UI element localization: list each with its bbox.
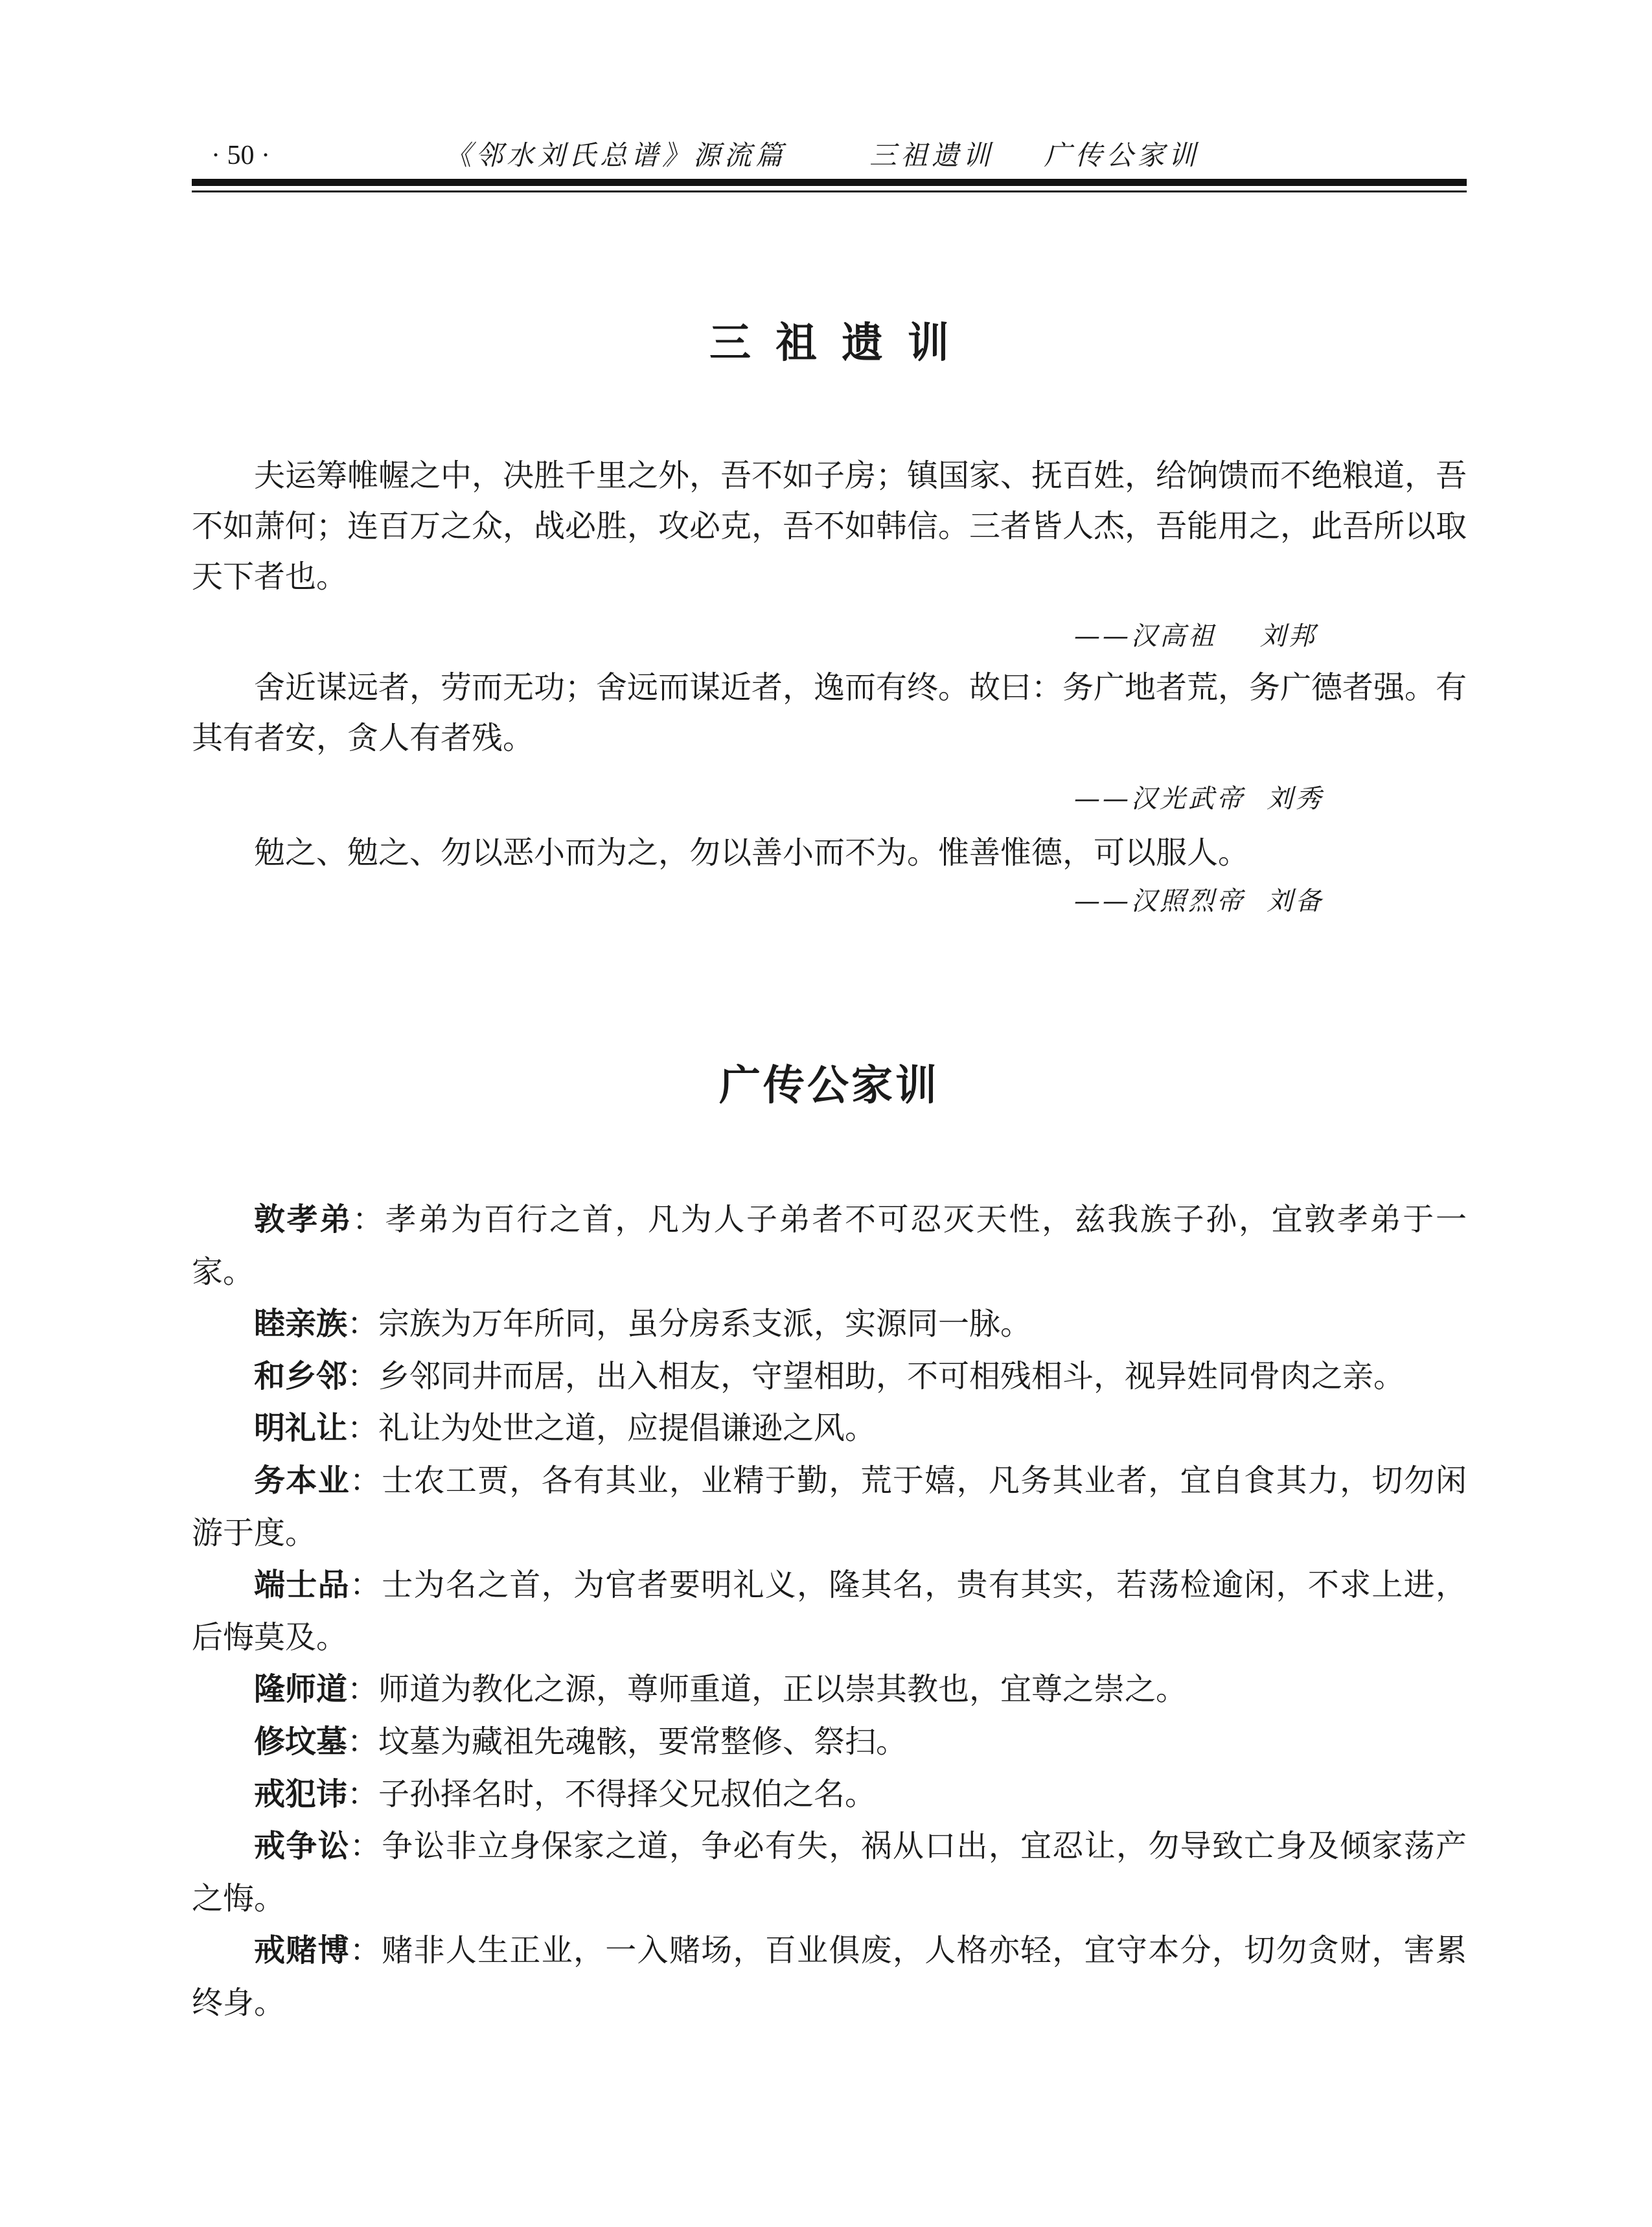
list-item: 睦亲族：宗族为万年所同，虽分房系支派，实源同一脉。 (254, 1306, 1032, 1343)
rule-label: 端士品 (254, 1567, 350, 1604)
rule-label: 戒争讼 (254, 1828, 350, 1865)
book-page (192, 0, 1467, 2227)
passage-text: 舍近谋远者，劳而无功；舍远而谋近者，逸而有终。故曰：务广地者荒，务广德者强。有其有者安，贪人有者残。 (192, 669, 1467, 756)
page-number: · 50 · (211, 141, 270, 170)
passage-attribution: ——汉光武帝 刘秀 (1074, 784, 1324, 814)
rule-text: 师道为教化之源，尊师重道，正以崇其教也，宜尊之崇之。 (378, 1671, 1187, 1708)
rule-label: 和乡邻 (254, 1357, 348, 1394)
rule-text: 宗族为万年所同，虽分房系支派，实源同一脉。 (378, 1306, 1032, 1343)
passage-1 (192, 450, 1467, 602)
list-item: 和乡邻：乡邻同井而居，出入相友，守望相助，不可相残相斗，视异姓同骨肉之亲。 (254, 1357, 1405, 1394)
rule-text: 士农工贾，各有其业，业精于勤，荒于嬉，凡务其业者，宜自食其力，切勿闲游于度。 (192, 1462, 1467, 1551)
list-item: 端士品：士为名之首，为官者要明礼义，隆其名，贵有其实，若荡检逾闲，不求上进，后悔莫及。 (192, 1567, 1467, 1656)
rule-text: 赌非人生正业，一入赌场，百业俱废，人格亦轻，宜守本分，切勿贪财，害累终身。 (192, 1932, 1467, 2021)
rule-label: 敦孝弟 (254, 1201, 352, 1238)
rule-label: 务本业 (254, 1462, 350, 1499)
section-title-sanzu-yixun: 三祖遗训 (709, 319, 974, 367)
rule-text: 孝弟为百行之首，凡为人子弟者不可忍灭天性，兹我族子孙，宜敦孝弟于一家。 (192, 1201, 1467, 1290)
family-rules-list (192, 1194, 1467, 2029)
passage-text: 勉之、勉之、勿以恶小而为之，勿以善小而不为。惟善惟德，可以服人。 (254, 835, 1250, 871)
rule-label: 睦亲族 (254, 1306, 348, 1343)
section-title-jiaxun: 广传公家训 (719, 1062, 939, 1110)
passage-text: 夫运筹帷幄之中，决胜千里之外，吾不如子房；镇国家、抚百姓，给饷馈而不绝粮道，吾不如萧何；连百万之众，战必胜，攻必克，吾不如韩信。三者皆人杰，吾能用之，此吾所以取天下者也。 (192, 457, 1467, 595)
rule-text: 争讼非立身保家之道，争必有失，祸从口出，宜忍让，勿导致亡身及倾家荡产之悔。 (192, 1828, 1467, 1917)
list-item: 戒犯讳：子孙择名时，不得择父兄叔伯之名。 (254, 1775, 877, 1812)
list-item: 戒争讼：争讼非立身保家之道，争必有失，祸从口出，宜忍让，勿导致亡身及倾家荡产之悔。 (192, 1828, 1467, 1917)
running-header (192, 133, 1467, 178)
rule-text: 子孙择名时，不得择父兄叔伯之名。 (378, 1775, 877, 1812)
list-item: 敦孝弟：孝弟为百行之首，凡为人子弟者不可忍灭天性，兹我族子孙，宜敦孝弟于一家。 (192, 1201, 1467, 1290)
rule-label: 戒赌博 (254, 1932, 350, 1969)
rule-label: 戒犯讳 (254, 1775, 348, 1812)
rule-label: 隆师道 (254, 1671, 348, 1708)
list-item: 戒赌博：赌非人生正业，一入赌场，百业俱废，人格亦轻，宜守本分，切勿贪财，害累终身。 (192, 1932, 1467, 2021)
rule-label: 明礼让 (254, 1410, 348, 1447)
passage-3 (192, 827, 1467, 878)
rule-text: 坟墓为藏祖先魂骸，要常整修、祭扫。 (378, 1723, 908, 1760)
passage-attribution: ——汉照烈帝 刘备 (1074, 886, 1324, 916)
list-item: 隆师道：师道为教化之源，尊师重道，正以崇其教也，宜尊之崇之。 (254, 1671, 1187, 1708)
header-rule-thick (192, 179, 1467, 186)
list-item: 务本业：士农工贾，各有其业，业精于勤，荒于嬉，凡务其业者，宜自食其力，切勿闲游于度。 (192, 1462, 1467, 1551)
header-section-names: 三祖遗训 广传公家训 (869, 139, 1200, 171)
rule-text: 乡邻同井而居，出入相友，守望相助，不可相残相斗，视异姓同骨肉之亲。 (378, 1357, 1405, 1394)
list-item: 修坟墓：坟墓为藏祖先魂骸，要常整修、祭扫。 (254, 1723, 908, 1760)
rule-text: 礼让为处世之道，应提倡谦逊之风。 (378, 1410, 877, 1447)
rule-label: 修坟墓 (254, 1723, 348, 1760)
passage-attribution: ——汉高祖 刘邦 (1074, 621, 1317, 651)
rule-text: 士为名之首，为官者要明礼义，隆其名，贵有其实，若荡检逾闲，不求上进，后悔莫及。 (192, 1567, 1467, 1656)
passage-2 (192, 662, 1467, 763)
book-title: 《邻水刘氏总谱》源流篇 (444, 139, 787, 171)
header-rule-thin (192, 190, 1467, 192)
list-item: 明礼让：礼让为处世之道，应提倡谦逊之风。 (254, 1410, 877, 1447)
